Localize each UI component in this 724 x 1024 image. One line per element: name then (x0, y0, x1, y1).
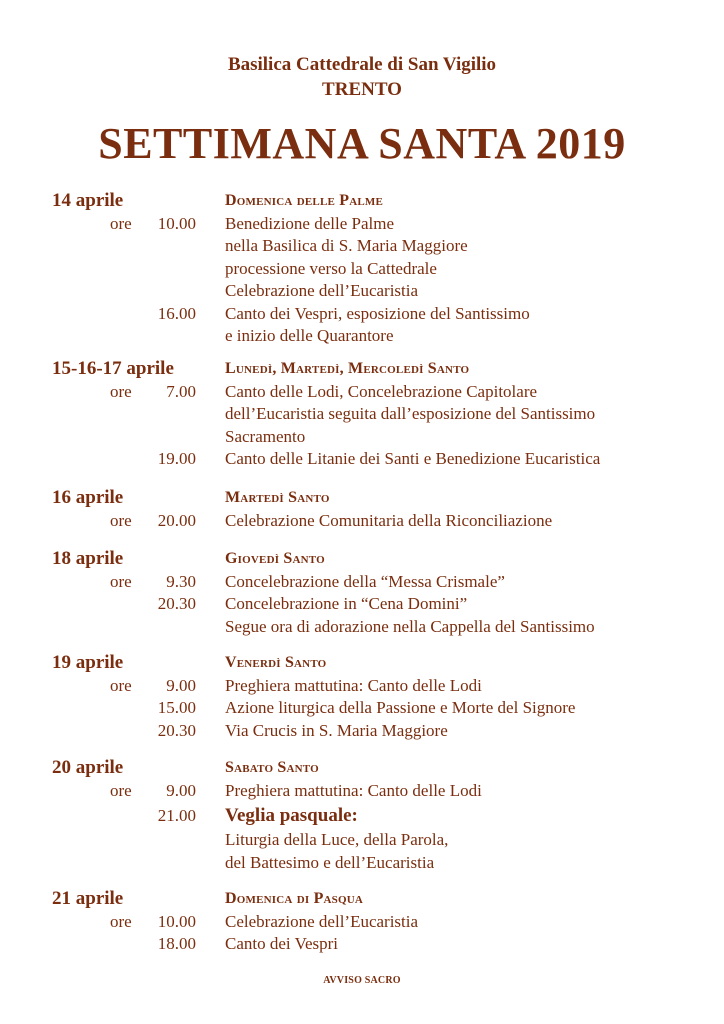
ore-label: ore (110, 381, 132, 401)
day-date: 15-16-17 aprile (52, 358, 174, 379)
day-section (0, 757, 724, 874)
day-name: Giovedì Santo (225, 550, 325, 567)
event-description: Benedizione delle Palme (225, 213, 394, 233)
ore-label: ore (110, 571, 132, 591)
event-time: 9.00 (166, 780, 196, 800)
day-section (0, 190, 724, 348)
event-description: Canto delle Lodi, Concelebrazione Capitolare (225, 381, 538, 401)
day-name: Sabato Santo (225, 759, 319, 776)
day-date: 20 aprile (52, 757, 124, 778)
event-line (0, 280, 724, 303)
day-name: Domenica di Pasqua (225, 890, 364, 907)
page-title: SETTIMANA SANTA 2019 (98, 119, 626, 168)
event-time: 10.00 (157, 911, 196, 931)
event-description: Veglia pasquale: (225, 805, 358, 826)
event-line (0, 258, 724, 281)
event-description: Liturgia della Luce, della Parola, (225, 830, 449, 849)
event-line (0, 403, 724, 426)
day-section (0, 358, 724, 471)
event-time: 10.00 (157, 213, 196, 233)
ore-label: ore (110, 510, 132, 530)
event-line (0, 593, 724, 616)
event-time: 18.00 (157, 934, 196, 953)
footer-notice: AVVISO SACRO (323, 975, 401, 986)
day-header-row (0, 487, 724, 510)
event-time: 16.00 (157, 303, 196, 323)
event-line (0, 933, 724, 956)
event-description: Canto dei Vespri, esposizione del Santissimo (225, 303, 530, 323)
ore-label: ore (110, 911, 132, 931)
event-description: Canto delle Litanie dei Santi e Benedizione Eucaristica (225, 449, 601, 468)
event-description: Concelebrazione della “Messa Crismale” (225, 571, 505, 591)
event-line (0, 675, 724, 698)
event-line (0, 235, 724, 258)
event-description: Segue ora di adorazione nella Cappella del Santissimo (225, 616, 595, 636)
event-time: 9.00 (166, 675, 196, 695)
event-line (0, 426, 724, 449)
day-date: 18 aprile (52, 548, 124, 569)
event-line (0, 213, 724, 236)
event-description: e inizio delle Quarantore (225, 326, 394, 345)
event-description: Celebrazione Comunitaria della Riconciliazione (225, 510, 553, 530)
day-name: Venerdì Santo (225, 654, 327, 671)
event-description: Azione liturgica della Passione e Morte del Signore (225, 698, 576, 717)
day-header-row (0, 358, 724, 381)
event-line (0, 325, 724, 348)
event-line (0, 802, 724, 829)
event-description: nella Basilica di S. Maria Maggiore (225, 236, 468, 255)
day-date: 19 aprile (52, 652, 124, 673)
event-description: del Battesimo e dell’Eucaristia (225, 852, 435, 872)
city-name: TRENTO (322, 79, 402, 100)
ore-label: ore (110, 675, 132, 695)
event-description: Preghiera mattutina: Canto delle Lodi (225, 780, 482, 800)
event-description: Celebrazione dell’Eucaristia (225, 911, 419, 931)
day-header-row (0, 888, 724, 911)
day-name: Domenica delle Palme (225, 192, 384, 209)
day-section (0, 888, 724, 956)
event-time: 19.00 (157, 449, 196, 468)
day-name: Martedì Santo (225, 489, 330, 506)
event-time: 9.30 (166, 571, 196, 591)
event-description: dell’Eucaristia seguita dall’esposizione del Santissimo (225, 404, 596, 423)
day-name: Lunedì, Martedì, Mercoledì Santo (225, 360, 470, 377)
event-line (0, 829, 724, 852)
day-section (0, 652, 724, 742)
day-date: 16 aprile (52, 487, 124, 508)
ore-label: ore (110, 780, 132, 800)
event-line (0, 616, 724, 639)
church-name: Basilica Cattedrale di San Vigilio (227, 54, 497, 75)
day-header-row (0, 548, 724, 571)
ore-label: ore (110, 213, 132, 233)
event-time: 20.30 (157, 720, 196, 740)
event-description: Canto dei Vespri (225, 934, 339, 953)
event-line (0, 780, 724, 803)
event-description: Preghiera mattutina: Canto delle Lodi (225, 675, 482, 695)
event-time: 20.00 (157, 510, 196, 530)
event-line (0, 720, 724, 743)
event-line (0, 381, 724, 404)
event-time: 15.00 (157, 698, 196, 717)
day-date: 14 aprile (52, 190, 124, 211)
event-line (0, 697, 724, 720)
event-description: Concelebrazione in “Cena Domini” (225, 594, 468, 613)
day-section (0, 487, 724, 532)
event-description: processione verso la Cattedrale (225, 258, 437, 278)
event-description: Via Crucis in S. Maria Maggiore (225, 720, 448, 740)
day-section (0, 548, 724, 638)
event-line (0, 571, 724, 594)
event-line (0, 510, 724, 533)
event-description: Sacramento (225, 426, 306, 446)
event-line (0, 303, 724, 326)
event-line (0, 448, 724, 471)
event-description: Celebrazione dell’Eucaristia (225, 281, 419, 300)
event-line (0, 911, 724, 934)
event-time: 7.00 (166, 381, 196, 401)
event-time: 20.30 (157, 594, 196, 613)
event-line (0, 852, 724, 875)
day-header-row (0, 652, 724, 675)
event-time: 21.00 (157, 806, 196, 825)
day-header-row (0, 757, 724, 780)
day-header-row (0, 190, 724, 213)
day-date: 21 aprile (52, 888, 124, 909)
